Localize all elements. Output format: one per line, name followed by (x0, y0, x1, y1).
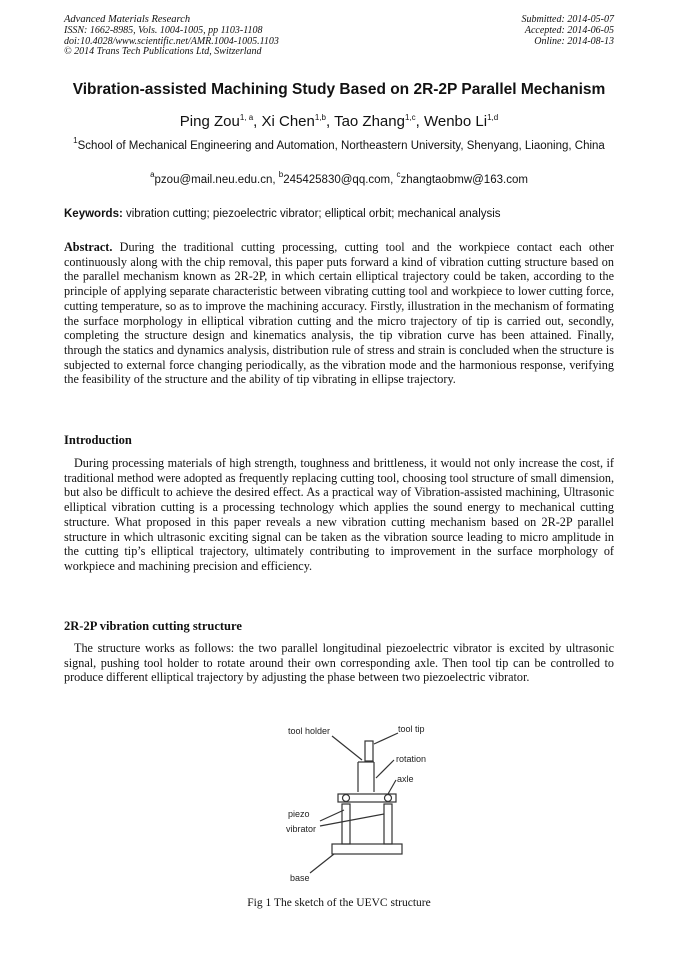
piezo-right-shape (384, 804, 392, 844)
author-name: Tao Zhang (334, 113, 405, 130)
author-name: Xi Chen (261, 113, 315, 130)
author-name: Ping Zou (179, 113, 240, 130)
abstract-label: Abstract. (64, 240, 113, 254)
axle-left-shape (343, 795, 350, 802)
author-sup: 1,b (314, 113, 326, 122)
journal-name: Advanced Materials Research (64, 14, 191, 25)
author-sup: 1, a (239, 113, 254, 122)
tool-tip-shape (365, 741, 373, 761)
email-sup: c (396, 170, 401, 179)
affiliation-sup: 1 (73, 136, 78, 145)
copyright-line: © 2014 Trans Tech Publications Ltd, Switzerland (64, 46, 262, 58)
introduction-text: During processing materials of high strength, toughness and brittleness, it would not only increase the cost, if traditional method were adopted as frequently replacing cutting tool, choosing tool structure of small dimension, but also be difficult to achieve the desired effect. As a practical way of Vibration-assisted machining, Ultrasonic elliptical vibration cutting is a processing technology which applies the sound energy to mechanical cutting structure. What proposed in this paper reveals a new vibration cutting mechanism based on 2R-2P parallel structure in which ultrasonic exciting signal can be taken as the vibration source leading to micro amplitude in the cutting tip’s elliptical trajectory, ultimately contributing to improvement in the surface morphology of workpiece and machining precision and efficiency. (64, 456, 614, 573)
dates-meta (522, 15, 615, 47)
label-axle: axle (397, 774, 414, 784)
affiliation (64, 136, 614, 154)
label-rotation: rotation (396, 754, 427, 764)
abstract-text: During the traditional cutting processing, cutting tool and the workpiece contact each other continuously along with the chip removal, this paper puts forward a kind of vibration cutting structure based on the parallel mechanism known as 2R-2P, in which certain elliptical trajectory could be taken, according to the principle of applying separate characteristic between vibrating cutting tool and workpiece to lower cutting force, cutting temperature, so as to improve the machining accuracy. Firstly, illustration in the mechanism of formating the surface morphology in elliptical vibration cutting and the micro trajectory of tip is carried out, secondly, completing the structure design and kinematics analysis, the tip vibration curve has been attained. Finally, through the statics and dynamics analysis, distribution rule of stress and strain is concluded when the structure is subjected to external force changing periodically, as the vibration mode and the harmonious response, verifying the feasibility of the structure and the ability of tip vibrating in ellipse trajectory. (64, 240, 614, 387)
journal-meta (64, 15, 279, 58)
keywords (64, 208, 614, 220)
affiliation-text: School of Mechanical Engineering and Automation, Northeastern University, Shenyang, Liaoning, China (77, 140, 605, 152)
abstract (64, 240, 614, 387)
email-address[interactable]: pzou@mail.neu.edu.cn (154, 174, 273, 186)
base-shape (332, 844, 402, 854)
introduction-heading: Introduction (64, 433, 132, 447)
holder-beam-shape (338, 794, 396, 802)
email-address[interactable]: zhangtaobmw@163.com (400, 174, 528, 186)
email-list: $^a$pzou@mail.neu.edu.cn, $^b$245425830@qq.com, $^c$zhangtaobmw@163.com (150, 170, 528, 186)
label-tool-holder: tool holder (288, 726, 331, 736)
author-list: Ping Zou$^{1, a}$, Xi Chen$^{1,b}$, Tao Zhang$^{1,c}$, Wenbo Li$^{1,d}$ (179, 113, 499, 130)
accepted-date: Accepted: 2014-06-05 (524, 24, 614, 36)
email-sup: a (150, 170, 155, 179)
label-tool-tip: tool tip (398, 724, 425, 734)
keywords-label: Keywords: (64, 208, 123, 220)
keywords-text: vibration cutting; piezoelectric vibrator; elliptical orbit; mechanical analysis (126, 208, 501, 220)
axle-right-shape (385, 795, 392, 802)
author-name: Wenbo Li (423, 113, 488, 130)
label-base: base (290, 873, 310, 883)
email-address[interactable]: 245425830@qq.com (283, 174, 391, 186)
label-piezo: piezo (288, 809, 310, 819)
author-sup: 1,d (487, 113, 499, 122)
structure-heading: 2R-2P vibration cutting structure (64, 619, 242, 633)
uevc-sketch (270, 716, 440, 886)
label-vibrator: vibrator (286, 824, 317, 834)
email-sup: b (278, 170, 284, 179)
issn-line: ISSN: 1662-8985, Vols. 1004-1005, pp 1103-1108 (64, 24, 263, 36)
doi-line: doi:10.4028/www.scientific.net/AMR.1004-1005.1103 (64, 35, 279, 47)
paper-title: Vibration-assisted Machining Study Based on 2R-2P Parallel Mechanism (72, 81, 606, 98)
uevc-structure-figure (270, 716, 440, 886)
figure-caption: Fig 1 The sketch of the UEVC structure (247, 897, 431, 909)
submitted-date: Submitted: 2014-05-07 (521, 14, 614, 25)
structure-text: The structure works as follows: the two parallel longitudinal piezoelectric vibrator is excited by ultrasonic signal, pushing tool holder to rotate around their own corresponding axle. Then tool tip can be controlled to produce different elliptical trajectory by adjusting the phase between two piezoelectric vibrator. (64, 641, 614, 685)
author-sup: 1,c (404, 113, 416, 122)
online-date: Online: 2014-08-13 (534, 35, 614, 47)
